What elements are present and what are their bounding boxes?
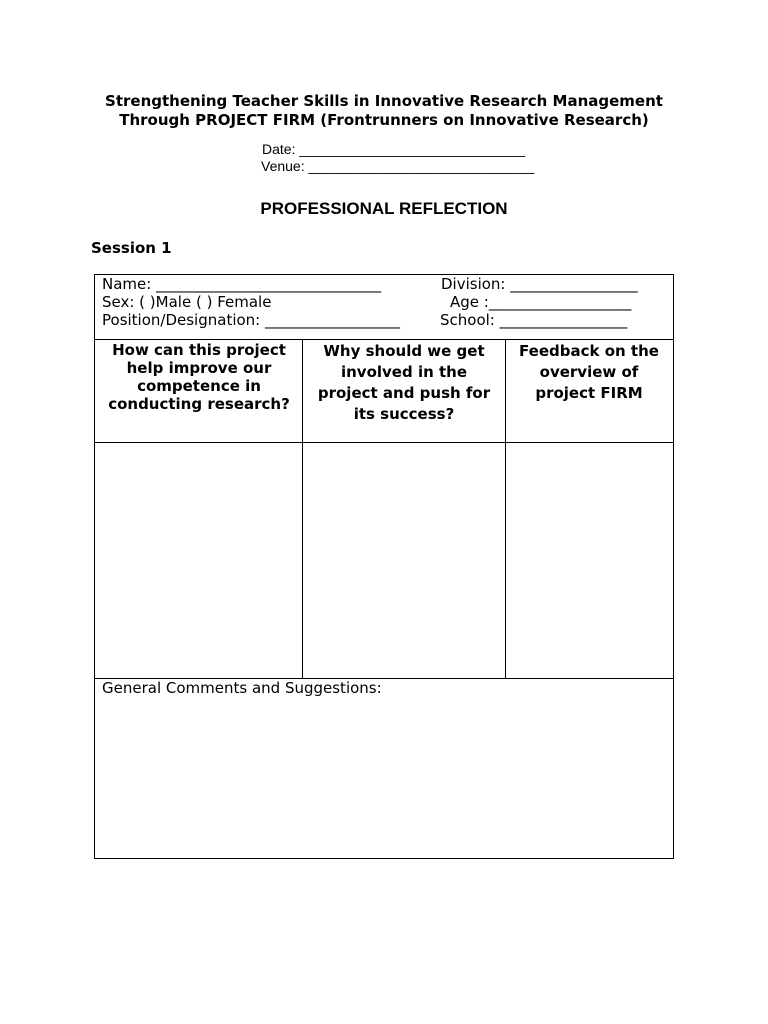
reflection-form: [94, 274, 674, 859]
sex-field[interactable]: Sex: ( )Male ( ) Female: [102, 293, 272, 311]
document-title: [0, 92, 768, 130]
division-field[interactable]: Division: _________________: [441, 275, 638, 293]
age-field[interactable]: Age :___________________: [450, 293, 632, 311]
general-comments-label: General Comments and Suggestions:: [102, 679, 382, 697]
name-field[interactable]: Name: ______________________________: [102, 275, 382, 293]
divider: [95, 339, 673, 340]
answer-cell-feedback[interactable]: [506, 443, 673, 678]
title-line-1: Strengthening Teacher Skills in Innovative Research Management: [105, 92, 663, 110]
column-header-feedback: Feedback on the overview of project FIRM: [519, 342, 659, 402]
venue-field[interactable]: Venue: _____________________________: [261, 158, 535, 174]
column-header-why-get-involved: Why should we get involved in the project and push for its success?: [317, 342, 491, 423]
school-field[interactable]: School: _________________: [440, 311, 628, 329]
answer-cell-improve-competence[interactable]: [95, 443, 302, 678]
general-comments-area[interactable]: [95, 699, 673, 858]
session-label: Session 1: [91, 239, 172, 257]
answer-cell-why-get-involved[interactable]: [303, 443, 505, 678]
section-heading: PROFESSIONAL REFLECTION: [260, 199, 508, 218]
title-line-2: Through PROJECT FIRM (Frontrunners on Innovative Research): [119, 111, 649, 129]
column-header-improve-competence: How can this project help improve our competence in conducting research?: [108, 341, 290, 413]
date-field[interactable]: Date: _____________________________: [262, 141, 526, 157]
position-designation-field[interactable]: Position/Designation: __________________: [102, 311, 400, 329]
